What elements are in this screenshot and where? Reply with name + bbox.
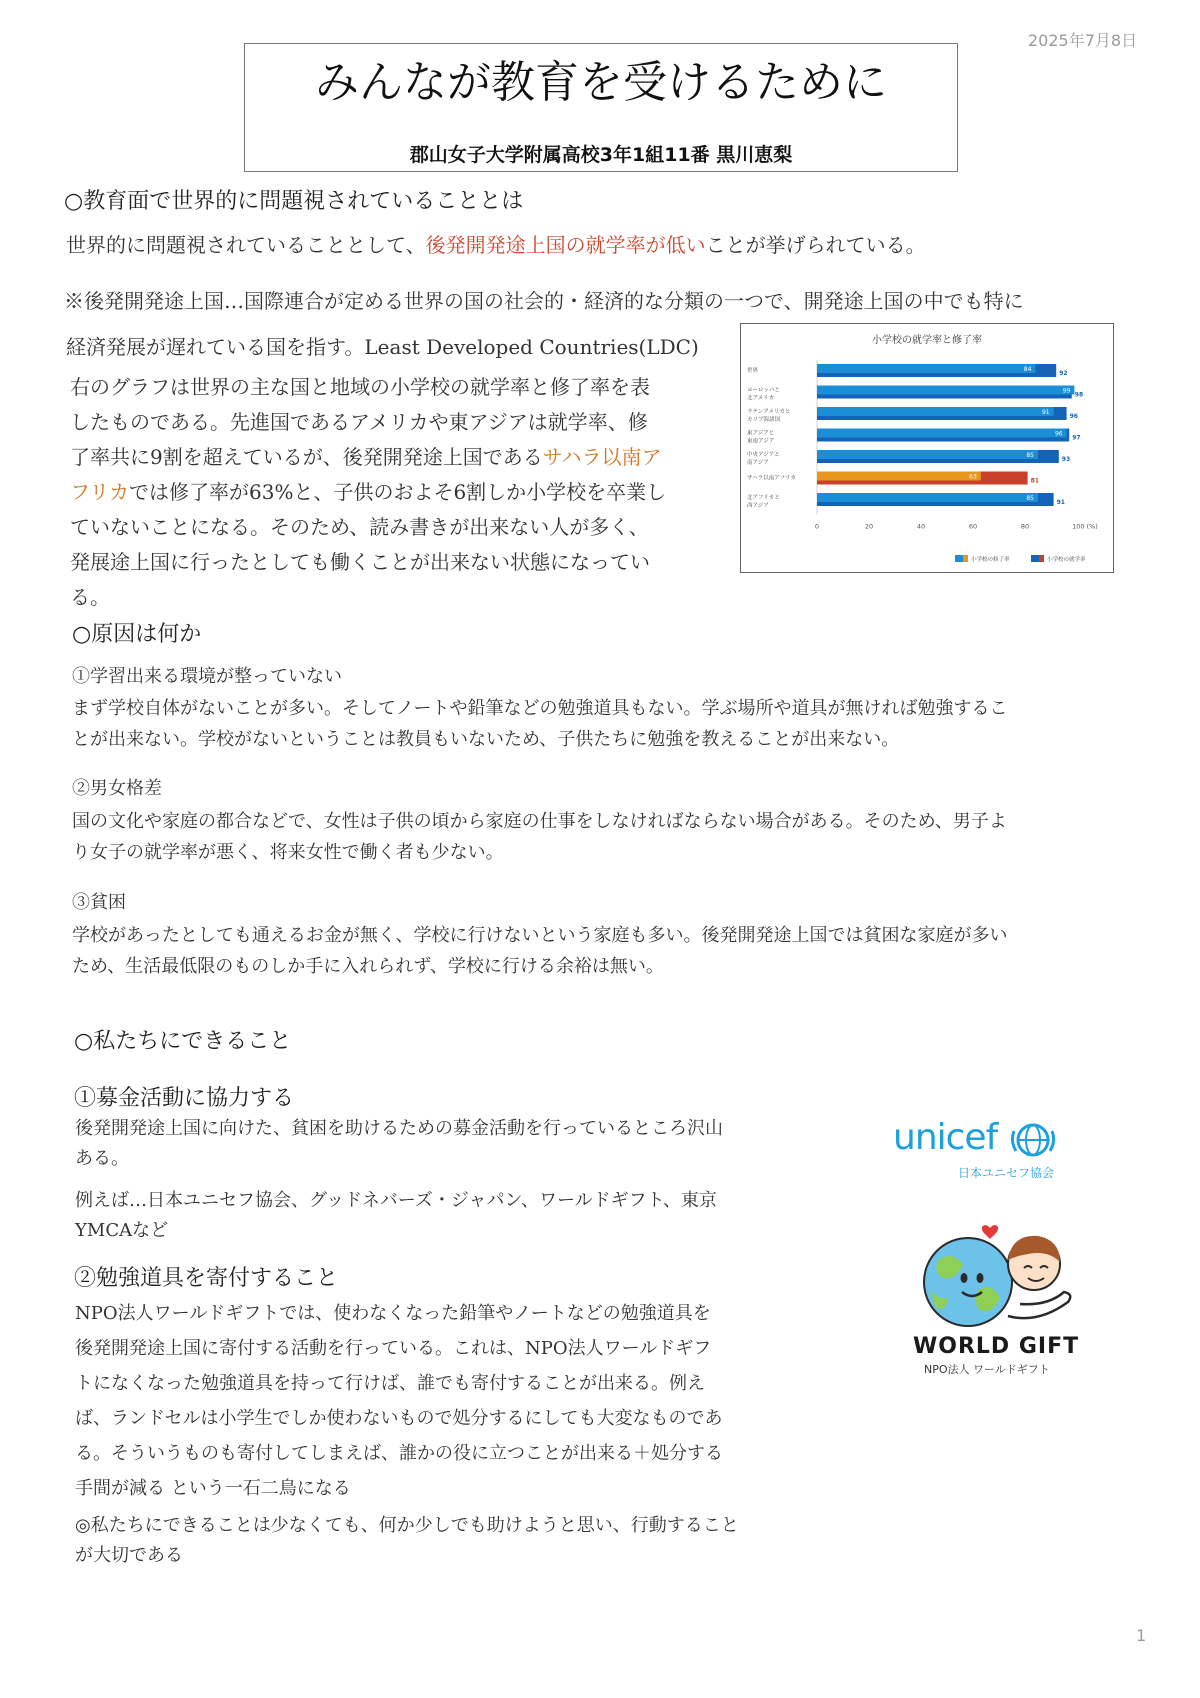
action2-line: る。そういうものも寄付してしまえば、誰かの役に立つことが出来る＋処分する (75, 1443, 723, 1464)
title-box (244, 43, 958, 172)
chart-data-label-completion: 85 (1026, 452, 1034, 459)
ldc-note-line1: ※後発開発途上国…国際連合が定める世界の国の社会的・経済的な分類の一つで、開発途上国の中でも特に (64, 289, 1024, 313)
world-gift-logo-text: WORLD GIFT (913, 1334, 1080, 1359)
graph-line: る。 (70, 585, 110, 609)
graph-highlight: サハラ以南ア (542, 445, 662, 469)
chart-svg (741, 324, 1113, 572)
action2-line: 後発開発途上国に寄付する活動を行っている。これは、NPO法人ワールドギフ (75, 1338, 712, 1359)
chart-title: 小学校の就学率と修了率 (872, 335, 982, 346)
chart-data-label-enrollment: 92 (1059, 370, 1068, 377)
action2-title: ②勉強道具を寄付すること (74, 1266, 339, 1291)
cause3-title: ③貧困 (72, 892, 126, 913)
chart-tick-label: 80 (1020, 522, 1030, 531)
chart-legend-enrollment: 小学校の就学率 (1047, 557, 1086, 563)
action1-title: ①募金活動に協力する (74, 1086, 295, 1111)
unicef-logo-text: unicef (893, 1117, 998, 1158)
chart-data-label-enrollment: 93 (1061, 456, 1071, 463)
conclusion-line: が大切である (75, 1545, 183, 1566)
graph-highlight: フリカ (70, 480, 129, 504)
p1-text-end: ことが挙げられている。 (705, 233, 926, 257)
chart-bar-completion (817, 386, 1074, 395)
action1-line: 後発開発途上国に向けた、貧困を助けるための募金活動を行っているところ沢山 (75, 1118, 723, 1139)
section1-heading: ○教育面で世界的に問題視されていることとは (64, 189, 524, 214)
chart-data-label-enrollment: 97 (1072, 434, 1081, 442)
conclusion-line: ◎私たちにできることは少なくても、何か少しでも助けようと思い、行動すること (75, 1515, 739, 1536)
page-number: 1 (1136, 1626, 1147, 1645)
action1-line: ある。 (75, 1148, 129, 1169)
action2-body (75, 1296, 723, 1506)
chart-data-label-enrollment: 81 (1030, 477, 1039, 485)
graph-explanation (70, 370, 666, 615)
chart-bar-completion (817, 472, 981, 481)
graph-line: したものである。先進国であるアメリカや東アジアは就学率、修 (70, 410, 648, 434)
chart-category-label: 北アメリカ (747, 395, 775, 402)
section3-heading: ○私たちにできること (74, 1029, 292, 1054)
chart-category-label: サハラ以南アフリカ (747, 475, 796, 482)
chart-bar-completion (817, 407, 1054, 416)
enrollment-chart (740, 323, 1114, 573)
unicef-globe-icon (1010, 1121, 1056, 1161)
graph-text: では修了率が63%と、子供のおよそ6割しか小学校を卒業し (129, 480, 667, 504)
chart-legend-swatch-completion-alt (963, 555, 968, 562)
chart-legend-swatch-enrollment-alt (1039, 555, 1044, 562)
chart-bar-completion (817, 493, 1038, 502)
world-gift-logo-subtitle: NPO法人 ワールドギフト (924, 1363, 1050, 1376)
chart-data-label-completion: 99 (1062, 387, 1071, 395)
document-date: 2025年7月8日 (1028, 31, 1138, 50)
action1-example: 例えば…日本ユニセフ協会、グッドネバーズ・ジャパン、ワールドギフト、東京 (75, 1190, 718, 1211)
cause1-title: ①学習出来る環境が整っていない (72, 666, 342, 687)
p1-highlight: 後発開発途上国の就学率が低い (425, 233, 706, 257)
chart-tick-label: 100 (%) (1072, 522, 1098, 531)
world-gift-mascot-icon (908, 1220, 1078, 1332)
chart-category-label: 北アフリカと (747, 495, 780, 501)
action2-line: 手間が減る という一石二鳥になる (75, 1478, 351, 1499)
graph-line (70, 475, 666, 510)
chart-data-label-completion: 91 (1041, 409, 1050, 416)
chart-category-label: 世界 (747, 368, 759, 374)
author-line: 郡山女子大学附属高校3年1組11番 黒川恵梨 (409, 144, 793, 166)
action2-line: ば、ランドセルは小学生でしか使わないもので処分するにしても大変なものであ (75, 1408, 723, 1429)
chart-category-label: ヨーロッパと (747, 387, 780, 394)
action2-line: NPO法人ワールドギフトでは、使わなくなった鉛筆やノートなどの勉強道具を (75, 1303, 711, 1324)
chart-legend-swatch-enrollment (1031, 555, 1039, 562)
chart-category-label: 中央アジアと (747, 452, 780, 458)
chart-category-label: 東南アジア (747, 438, 775, 445)
section2-heading: ○原因は何か (72, 622, 202, 647)
ldc-note-line2: 経済発展が遅れている国を指す。Least Developed Countries(LDC) (66, 335, 699, 359)
chart-category-label: 東アジアと (747, 430, 775, 437)
cause3-line: ため、生活最低限のものしか手に入れられず、学校に行ける余裕は無い。 (72, 956, 664, 977)
chart-legend-swatch-completion (955, 555, 963, 562)
chart-tick-label: 40 (916, 522, 926, 531)
unicef-logo-subtitle: 日本ユニセフ協会 (958, 1166, 1055, 1180)
chart-data-label-enrollment: 96 (1069, 413, 1078, 420)
graph-line: 右のグラフは世界の主な国と地域の小学校の就学率と修了率を表 (70, 375, 650, 399)
p1-text: 世界的に問題視されていることとして、 (66, 233, 426, 257)
chart-legend-completion: 小学校の修了率 (971, 557, 1010, 563)
chart-category-label: 南アジア (747, 460, 769, 466)
graph-text: 了率共に9割を超えているが、後発開発途上国である (70, 445, 543, 469)
chart-data-label-completion: 96 (1054, 430, 1063, 438)
graph-line: 発展途上国に行ったとしても働くことが出来ない状態になってい (70, 550, 650, 574)
chart-category-label: 西アジア (747, 503, 769, 509)
chart-bar-completion (817, 450, 1038, 459)
chart-data-label-completion: 85 (1026, 495, 1034, 502)
cause2-line: 国の文化や家庭の都合などで、女性は子供の頃から家庭の仕事をしなければならない場合がある。そのため、男子よ (72, 811, 1007, 832)
page-title: みんなが教育を受けるために (315, 57, 887, 108)
chart-data-label-completion: 84 (1023, 366, 1032, 373)
cause3-line: 学校があったとしても通えるお金が無く、学校に行けないという家庭も多い。後発開発途上国では貧困な家庭が多い (72, 925, 1008, 946)
section1-paragraph (66, 229, 926, 262)
chart-data-label-completion: 63 (969, 473, 977, 481)
graph-line (70, 440, 666, 475)
chart-tick-label: 0 (814, 522, 820, 531)
cause1-line: とが出来ない。学校がないということは教員もいないため、子供たちに勉強を教えることが出来ない。 (72, 729, 900, 750)
cause2-line: り女子の就学率が悪く、将来女性で働く者も少ない。 (72, 842, 504, 863)
chart-category-label: カリブ海諸国 (747, 417, 781, 423)
action1-example: YMCAなど (75, 1220, 169, 1241)
chart-tick-label: 20 (864, 522, 874, 531)
chart-bar-completion (817, 429, 1067, 438)
chart-data-label-enrollment: 98 (1074, 391, 1084, 399)
cause1-line: まず学校自体がないことが多い。そしてノートや鉛筆などの勉強道具もない。学ぶ場所や道具が無ければ勉強するこ (72, 698, 1008, 719)
chart-category-label: ラテンアメリカと (747, 409, 791, 415)
chart-data-label-enrollment: 91 (1056, 499, 1065, 506)
action2-line: トになくなった勉強道具を持って行けば、誰でも寄付することが出来る。例え (75, 1373, 705, 1394)
graph-line: ていないことになる。そのため、読み書きが出来ない人が多く、 (70, 515, 649, 539)
chart-tick-label: 60 (968, 522, 978, 531)
cause2-title: ②男女格差 (72, 778, 162, 799)
chart-bar-completion (817, 364, 1035, 373)
